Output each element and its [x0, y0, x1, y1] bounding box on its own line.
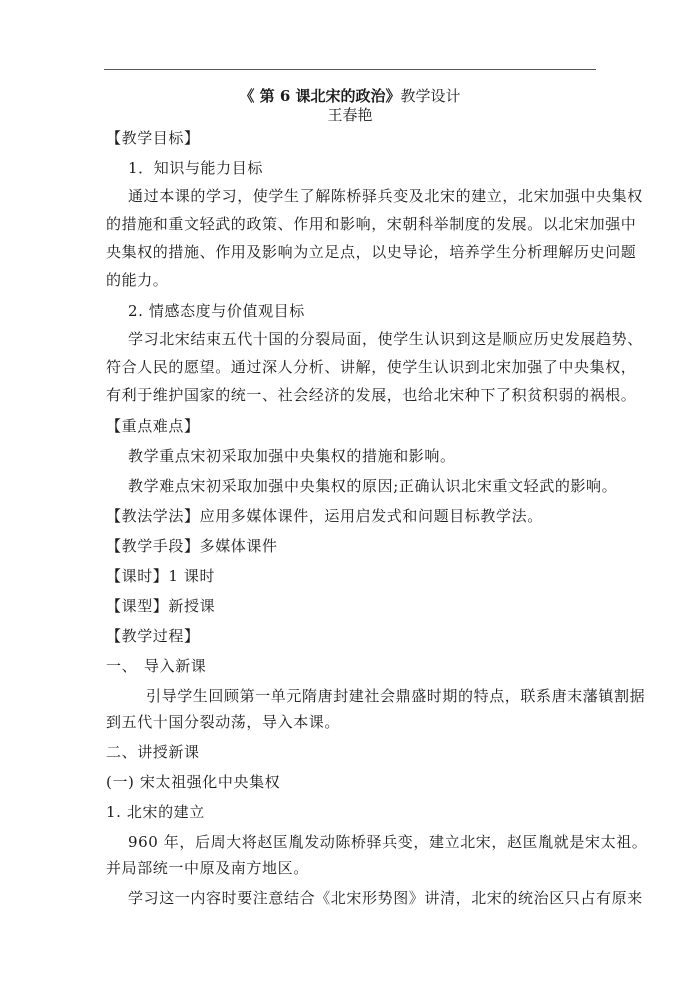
paragraph-line: 学习北宋结束五代十国的分裂局面，使学生认识到这是顺应历史发展趋势、 [128, 330, 643, 348]
difficult-point: 教学难点宋初采取加强中央集权的原因;正确认识北宋重文轻武的影响。 [128, 477, 618, 495]
lesson-type: 【课型】新授课 [106, 597, 216, 615]
teaching-method: 【教法学法】应用多媒体课件，运用启发式和问题目标教学法。 [106, 507, 543, 525]
author-name: 王春艳 [327, 106, 373, 124]
paragraph-line: 央集权的措施、作用及影响为立足点，以史导论，培养学生分析理解历史问题 [106, 243, 637, 261]
key-point: 教学重点宋初采取加强中央集权的措施和影响。 [128, 447, 456, 465]
section-header-key: 【重点难点】 [106, 417, 200, 435]
paragraph-line: 960 年，后周大将赵匡胤发动陈桥驿兵变，建立北宋，赵匡胤就是宋太祖。 [128, 833, 648, 851]
paragraph-line: 通过本课的学习，使学生了解陈桥驿兵变及北宋的建立，北宋加强中央集权 [128, 187, 643, 205]
header-rule [104, 69, 596, 70]
class-hours: 【课时】1 课时 [106, 567, 216, 585]
paragraph-line: 有利于维护国家的统一、社会经济的发展，也给北宋种下了积贫积弱的祸根。 [106, 386, 637, 404]
paragraph-line: 学习这一内容时要注意结合《北宋形势图》讲清，北宋的统治区只占有原来 [128, 889, 643, 907]
section-header-process: 【教学过程】 [106, 627, 200, 645]
title-lesson: 《 第 6 课北宋的政治》 [239, 87, 401, 105]
step1-number: 一、 [106, 657, 138, 675]
step2-heading: 二、讲授新课 [106, 743, 200, 761]
title-suffix: 教学设计 [400, 87, 461, 105]
goal2-title: 2. 情感态度与价值观目标 [128, 302, 305, 320]
subsection-heading: (一) 宋太祖强化中央集权 [106, 773, 281, 791]
paragraph-line: 的能力。 [106, 271, 169, 289]
step1-heading [106, 656, 596, 676]
paragraph-line: 并局部统一中原及南方地区。 [106, 859, 309, 877]
document-title [0, 86, 700, 106]
section-header-goals: 【教学目标】 [106, 129, 200, 147]
teaching-means: 【教学手段】多媒体课件 [106, 537, 278, 555]
goal1-title: 1．知识与能力目标 [128, 159, 263, 177]
paragraph-line: 到五代十国分裂动荡，导入本课。 [106, 713, 341, 731]
paragraph-line: 引导学生回顾第一单元隋唐封建社会鼎盛时期的特点，联系唐末藩镇割据 [146, 687, 646, 705]
step1-title: 导入新课 [144, 657, 207, 675]
subsection-item-heading: 1. 北宋的建立 [106, 803, 205, 821]
paragraph-line: 符合人民的愿望。通过深人分析、讲解，使学生认识到北宋加强了中央集权， [106, 358, 637, 376]
paragraph-line: 的措施和重文轻武的政策、作用和影响，宋朝科举制度的发展。以北宋加强中 [106, 215, 637, 233]
